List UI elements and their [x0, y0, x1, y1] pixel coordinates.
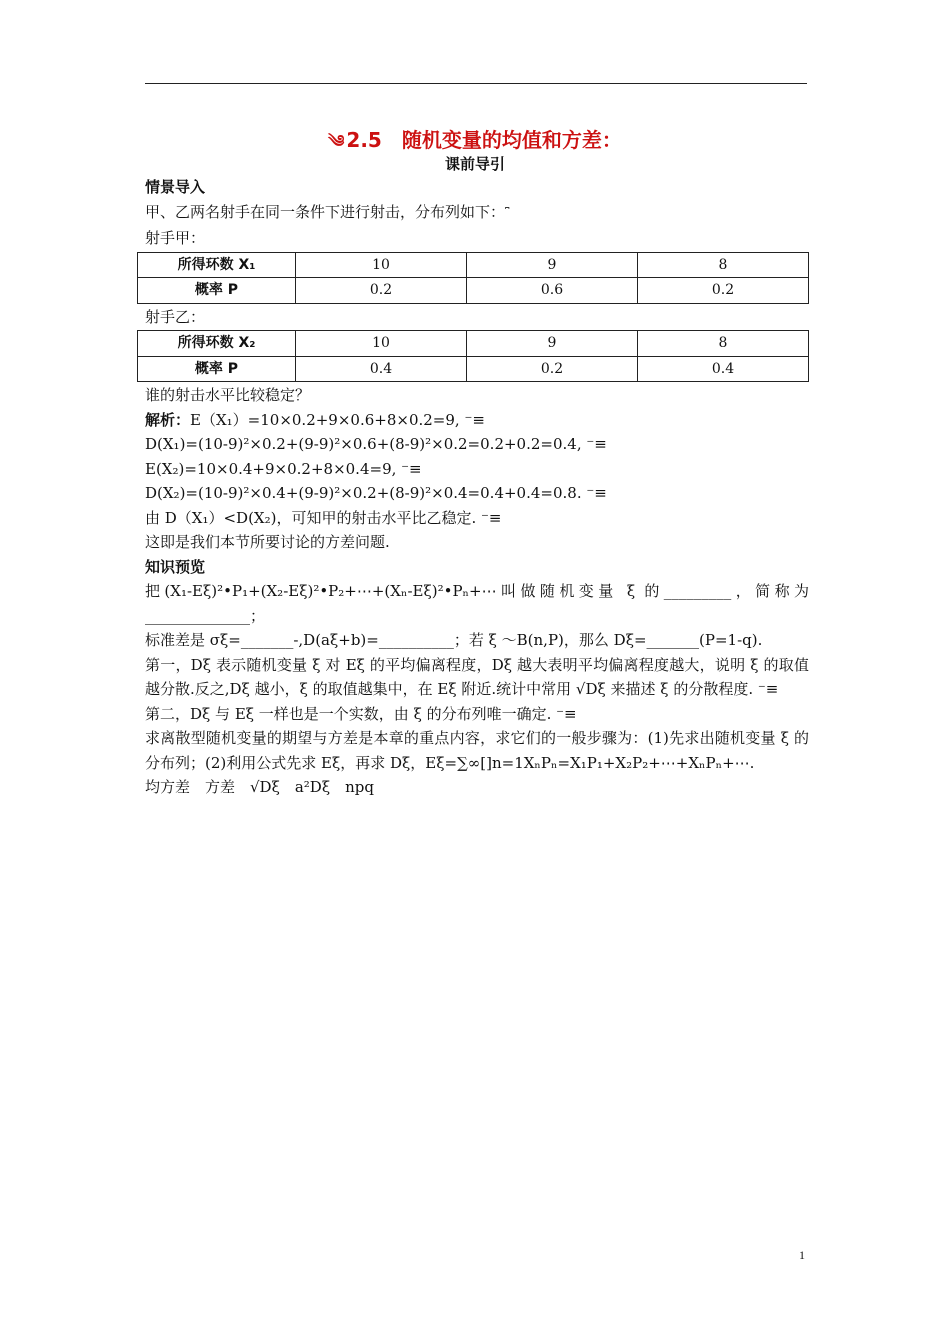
table-cell: 8: [638, 252, 809, 278]
preview-paragraph: 把(X₁-Eξ)²•P₁+(X₂-Eξ)²•P₂+⋯+(Xₙ-Eξ)²•Pₙ+⋯叫做随机变量 ξ 的_________，简称为______________；: [145, 582, 809, 625]
preview-paragraph: 第一，Dξ 表示随机变量 ξ 对 Eξ 的平均偏离程度，Dξ 越大表明平均偏离程度越大，说明 ξ 的取值越分散.反之,Dξ 越小，ξ 的取值越集中，在 Eξ 附近.统计中常用 √Dξ 来描述 ξ 的分散程度. ⁻≡: [145, 655, 809, 698]
analysis-label: 解析：: [145, 410, 191, 429]
preview-paragraph: 标准差是 σξ=_______-,D(aξ+b)=__________；若 ξ ～B(n,P)，那么 Dξ=_______(P=1-q).: [145, 631, 763, 649]
intro-text: 甲、乙两名射手在同一条件下进行射击，分布列如下：: [145, 202, 506, 221]
section-heading-intro: 情景导入: [145, 178, 206, 196]
table-row: [138, 252, 809, 278]
analysis-line: 这即是我们本节所要讨论的方差问题.: [145, 533, 390, 551]
table-row: [138, 331, 809, 357]
analysis-line: E(X₂)=10×0.4+9×0.2+8×0.4=9, ⁻≡: [145, 459, 422, 478]
shooter-a-label: 射手甲：: [145, 229, 206, 247]
analysis-line: D(X₂)=(10-9)²×0.4+(9-9)²×0.2+(8-9)²×0.4=0.4+0.4=0.8. ⁻≡: [145, 484, 607, 502]
question-text: 谁的射击水平比较稳定？: [145, 386, 311, 404]
table-cell: 9: [467, 252, 638, 278]
distribution-table-b: [137, 330, 809, 382]
table-cell: 0.2: [638, 278, 809, 304]
table-cell: 0.4: [638, 356, 809, 382]
table-cell: 10: [296, 331, 467, 357]
table-cell: 所得环数 X₁: [138, 252, 296, 278]
analysis-line: [145, 408, 809, 433]
table-cell: 8: [638, 331, 809, 357]
table-cell: 0.4: [296, 356, 467, 382]
analysis-line: D(X₁)=(10-9)²×0.2+(9-9)²×0.6+(8-9)²×0.2=0.2+0.2=0.4, ⁻≡: [145, 435, 607, 453]
table-cell: 概率 P: [138, 356, 296, 382]
preview-paragraph: 求离散型随机变量的期望与方差是本章的重点内容，求它们的一般步骤为：(1)先求出随机变量 ξ 的分布列；(2)利用公式先求 Eξ，再求 Dξ，Eξ=∑∞[]n=1XₙPₙ=X₁P₁+X₂P₂+⋯+XₙPₙ+⋯.: [145, 729, 809, 772]
page-number: 1: [799, 1248, 805, 1262]
main-content: [145, 175, 809, 800]
table-cell: 10: [296, 252, 467, 278]
distribution-table-a: [137, 252, 809, 304]
analysis-text: E（X₁）=10×0.2+9×0.6+8×0.2=9, ⁻≡: [190, 410, 485, 429]
page-subtitle: 课前导引: [444, 155, 505, 173]
table-cell: 概率 P: [138, 278, 296, 304]
table-cell: 9: [467, 331, 638, 357]
analysis-line: 由 D（X₁）<D(X₂)，可知甲的射击水平比乙稳定. ⁻≡: [145, 508, 502, 527]
intro-paragraph: [145, 200, 809, 227]
table-cell: 所得环数 X₂: [138, 331, 296, 357]
table-cell: 0.6: [467, 278, 638, 304]
intro-mark: ⎴: [505, 206, 510, 220]
table-row: [138, 356, 809, 382]
preview-paragraph: 第二，Dξ 与 Eξ 一样也是一个实数，由 ξ 的分布列唯一确定. ⁻≡: [145, 704, 577, 723]
title-text: 2.5 随机变量的均值和方差：: [346, 128, 622, 152]
shooter-b-label: 射手乙：: [145, 307, 206, 326]
section-heading-preview: 知识预览: [145, 557, 206, 576]
header-rule: [145, 83, 807, 84]
title-ornament-icon: ༄: [328, 132, 345, 152]
table-cell: 0.2: [296, 278, 467, 304]
table-cell: 0.2: [467, 356, 638, 382]
answer-line: 均方差 方差 √Dξ a²Dξ npq: [145, 778, 374, 796]
table-row: [138, 278, 809, 304]
